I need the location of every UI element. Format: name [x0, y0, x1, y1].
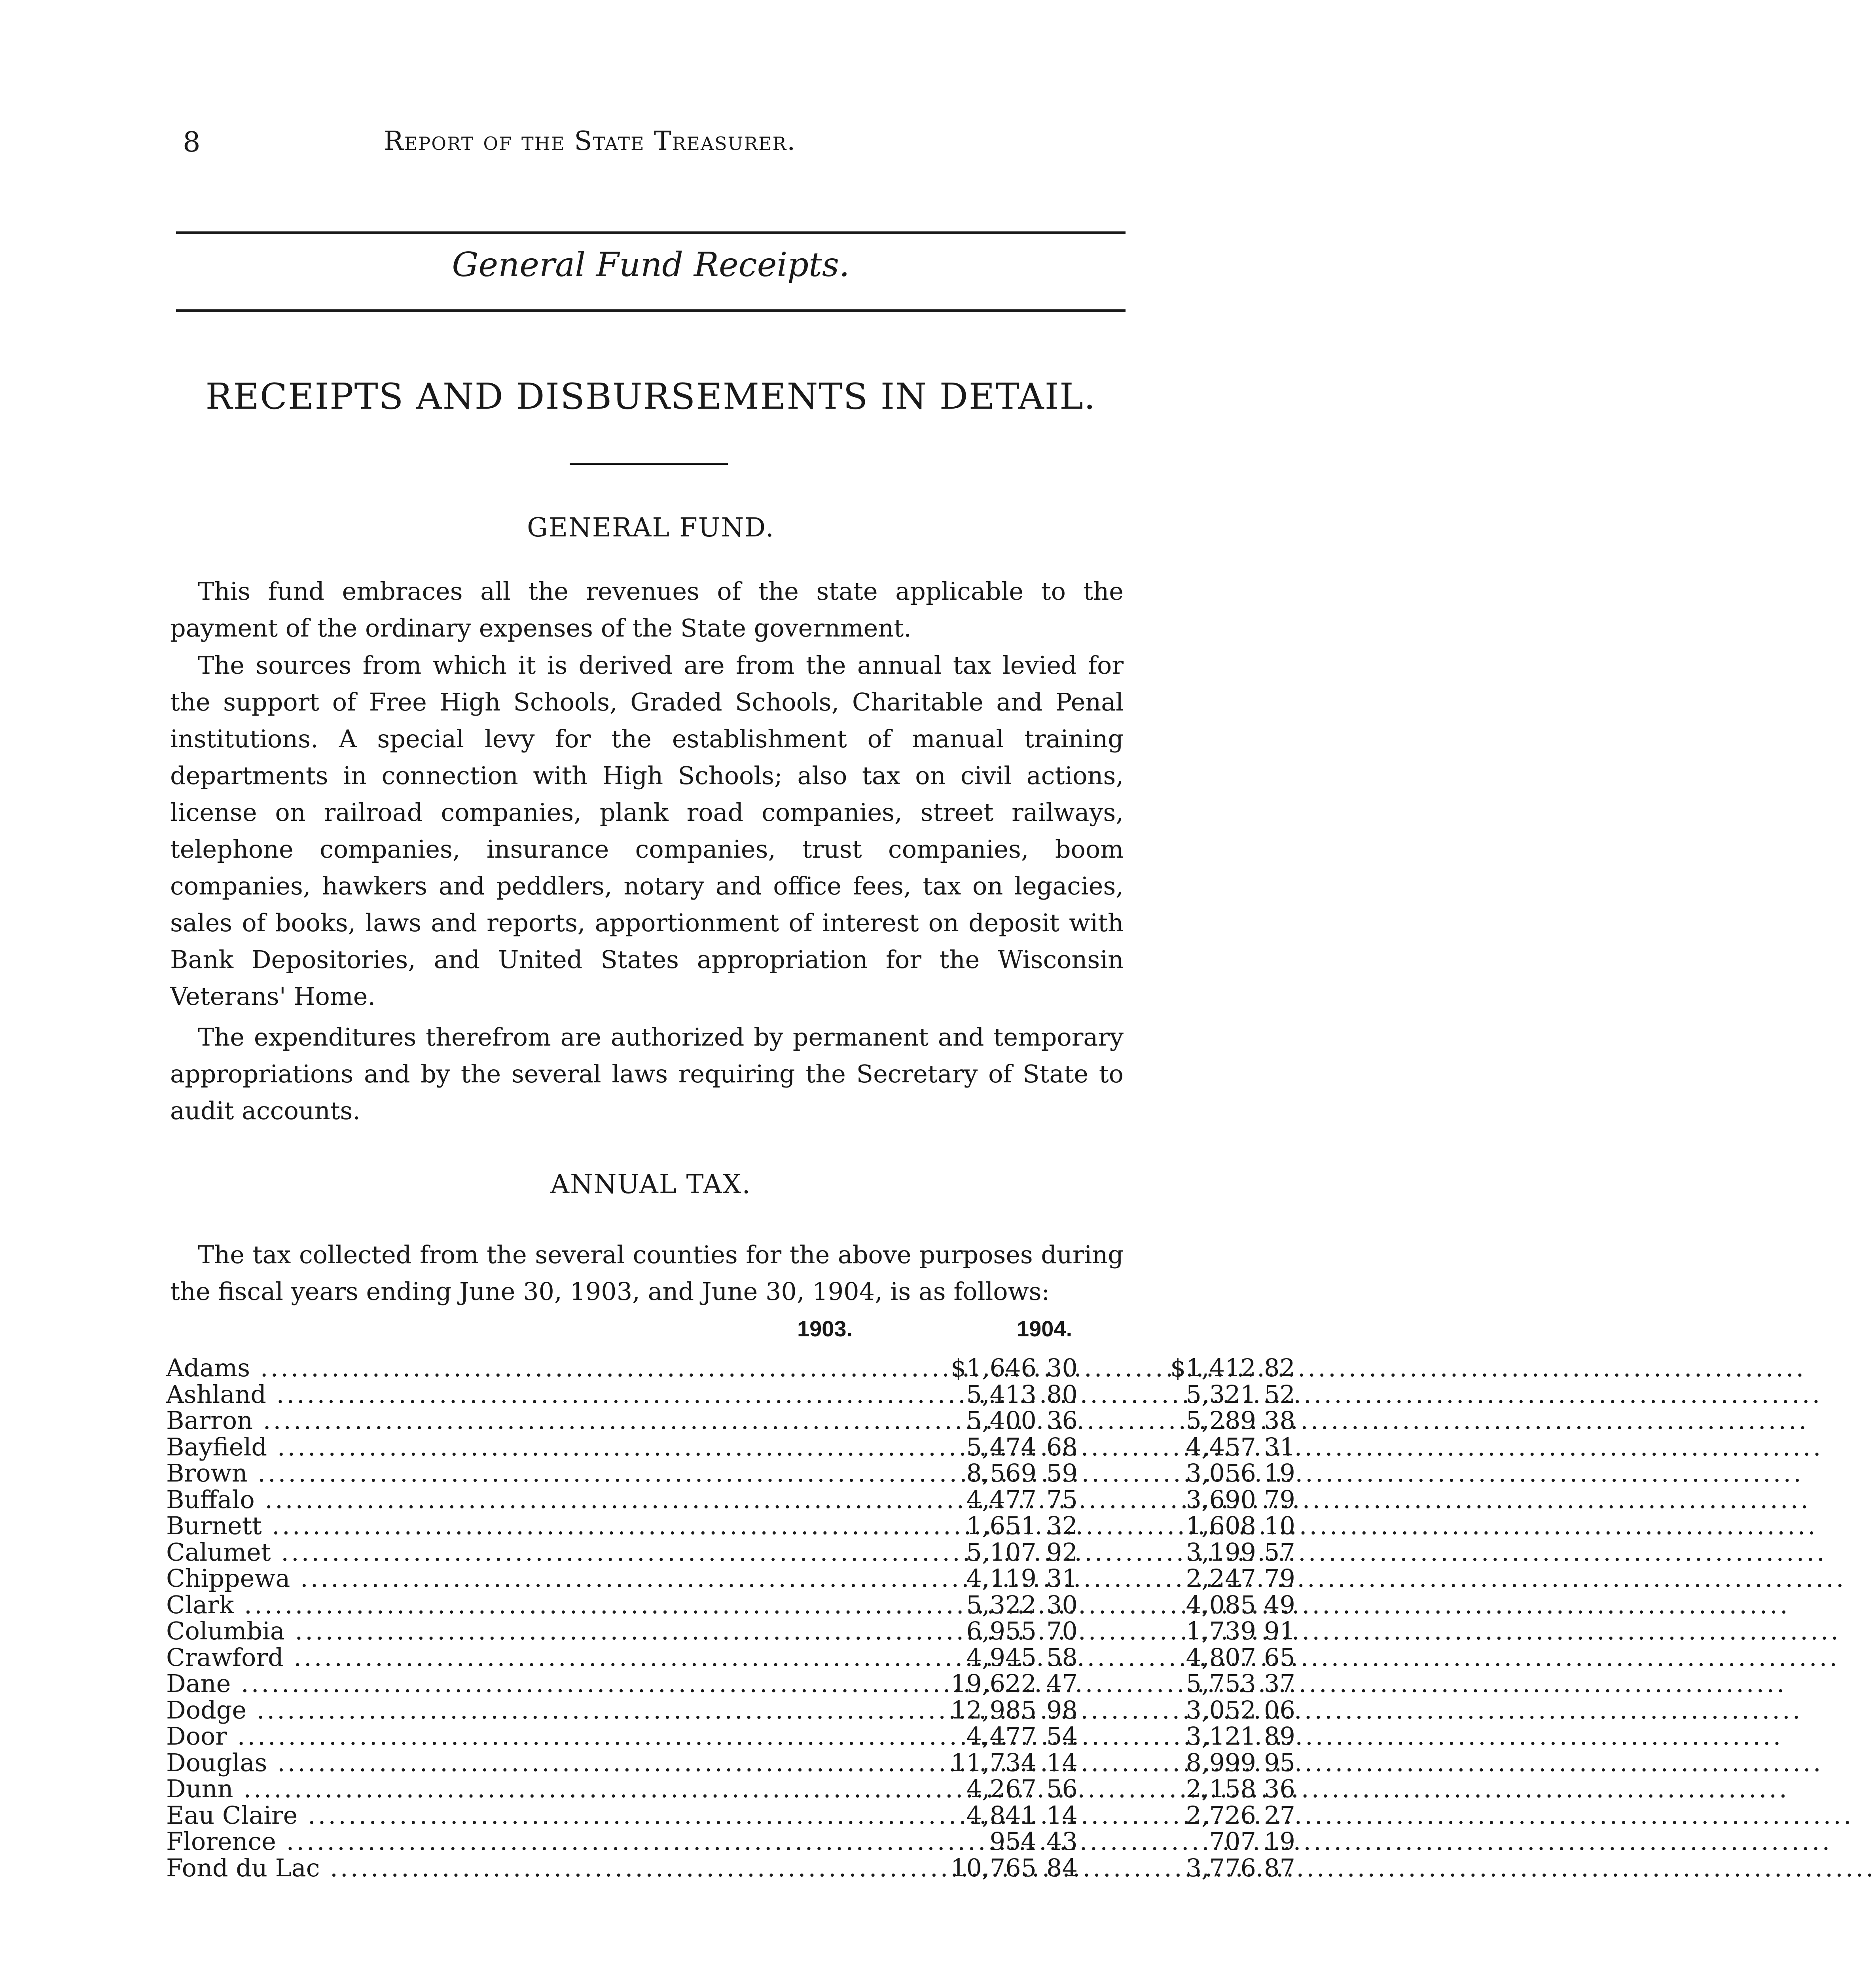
amount-1903-dollars: 1,651 — [966, 1511, 1037, 1540]
amount-1903-cents: 68 — [1046, 1432, 1078, 1461]
amount-1903-dollars: 5,474 — [966, 1432, 1037, 1461]
amount-1903-dollars: 10,765 — [951, 1853, 1037, 1882]
amount-1903-cents: 36 — [1046, 1406, 1078, 1435]
amount-1904-cents: 79 — [1264, 1564, 1295, 1593]
amount-1904-cents: 65 — [1264, 1643, 1295, 1672]
amount-1904-cents: 57 — [1264, 1537, 1295, 1567]
county-name: Chippewa ..... — [166, 1565, 712, 1592]
county-name: Adams ..... — [166, 1355, 712, 1381]
amount-1904-dollars: 2,726 — [1186, 1800, 1256, 1830]
county-name: Columbia ..... — [166, 1618, 712, 1645]
column-header-1904: 1904. — [1017, 1316, 1073, 1341]
amount-1903-dollars: 4,477 — [966, 1722, 1037, 1751]
amount-1904-dollars: 8,999 — [1186, 1748, 1256, 1777]
amount-1903-dollars: 11,734 — [951, 1748, 1037, 1777]
table-row — [166, 1406, 1295, 1435]
amount-1904-dollars: 5,289 — [1186, 1406, 1256, 1435]
table-row — [166, 1564, 1295, 1593]
tax-table — [166, 1353, 1295, 1882]
county-name: Dodge ..... — [166, 1697, 712, 1724]
amount-1903-cents: 47 — [1046, 1669, 1078, 1698]
amount-1904-dollars: 3,052 — [1186, 1695, 1256, 1724]
amount-1904-cents: 27 — [1264, 1800, 1295, 1830]
county-name: Bayfield ..... — [166, 1434, 712, 1461]
table-row — [166, 1748, 1295, 1777]
table-row — [166, 1800, 1295, 1830]
county-name: Dunn ..... — [166, 1776, 712, 1802]
amount-1904-dollars: $1,412 — [1170, 1353, 1256, 1382]
amount-1904-dollars: 4,085 — [1186, 1590, 1256, 1619]
table-row — [166, 1722, 1295, 1751]
amount-1904-cents: 06 — [1264, 1695, 1295, 1724]
amount-1904-dollars: 2,247 — [1186, 1564, 1256, 1593]
amount-1904-dollars: 3,199 — [1186, 1537, 1256, 1567]
county-name: Clark ..... — [166, 1592, 712, 1618]
amount-1903-dollars: 19,622 — [951, 1669, 1037, 1698]
amount-1903-dollars: 4,267 — [966, 1774, 1037, 1803]
amount-1903-cents: 56 — [1046, 1774, 1078, 1803]
amount-1903-cents: 58 — [1046, 1643, 1078, 1672]
amount-1904-dollars: 2,158 — [1186, 1774, 1256, 1803]
amount-1903-cents: 59 — [1046, 1459, 1078, 1487]
amount-1903-dollars: 12,985 — [951, 1695, 1037, 1724]
bottom-rule — [176, 309, 1126, 312]
amount-1904-dollars: 1,608 — [1186, 1511, 1256, 1540]
amount-1904-cents: 37 — [1264, 1669, 1295, 1698]
amount-1903-dollars: 4,477 — [966, 1485, 1037, 1514]
table-row — [166, 1590, 1295, 1619]
running-title: Report of the State Treasurer. — [384, 126, 796, 156]
table-row — [166, 1485, 1295, 1514]
amount-1903-cents: 98 — [1046, 1695, 1078, 1724]
table-row — [166, 1353, 1295, 1382]
table-row — [166, 1616, 1295, 1645]
amount-1903-cents: 75 — [1046, 1485, 1078, 1514]
amount-1904-cents: 38 — [1264, 1406, 1295, 1435]
table-row — [166, 1669, 1295, 1698]
amount-1904-dollars: 3,690 — [1186, 1485, 1256, 1514]
amount-1904-cents: 19 — [1264, 1459, 1295, 1487]
amount-1903-dollars: 5,107 — [966, 1537, 1037, 1567]
page-number: 8 — [183, 126, 201, 158]
top-rule — [176, 231, 1126, 234]
amount-1904-dollars: 1,739 — [1186, 1616, 1256, 1645]
paragraph: This fund embraces all the revenues of the state applicable to the payment of the ordinary expenses of the State government. — [170, 577, 1124, 642]
table-row — [166, 1379, 1295, 1409]
paragraph: The sources from which it is derived are from the annual tax levied for the support of Free High Schools, Graded Schools, Charitable and Penal institutions. A special levy for the establishment of manual training departments in connection with High Schools; also tax on civil actions, license on railroad companies, plank road companies, street railways, telephone companies, insurance companies, trust companies, boom companies, hawkers and peddlers, notary and office fees, tax on legacies, sales of books, laws and reports, apportionment of interest on deposit with Bank Depositories, and United States appropriation for the Wisconsin Veterans' Home. — [170, 651, 1124, 1011]
amount-1904-dollars: 5,753 — [1186, 1669, 1256, 1698]
page-title: RECEIPTS AND DISBURSEMENTS IN DETAIL. — [205, 376, 1096, 417]
amount-1903-dollars: 8,569 — [966, 1459, 1037, 1487]
amount-1904-cents: 36 — [1264, 1774, 1295, 1803]
amount-1904-dollars: 4,457 — [1186, 1432, 1256, 1461]
county-name: Crawford ..... — [166, 1645, 712, 1671]
amount-1903-dollars: 5,413 — [966, 1379, 1037, 1409]
table-row — [166, 1774, 1295, 1803]
amount-1903-cents: 43 — [1046, 1827, 1078, 1856]
amount-1904-dollars: 3,776 — [1186, 1853, 1256, 1882]
county-name: Door ..... — [166, 1723, 712, 1750]
county-name: Barron ..... — [166, 1408, 712, 1434]
table-row — [166, 1511, 1295, 1540]
amount-1904-dollars: 4,807 — [1186, 1643, 1256, 1672]
amount-1903-cents: 84 — [1046, 1853, 1078, 1882]
general-fund-heading: GENERAL FUND. — [527, 512, 775, 543]
amount-1903-cents: 31 — [1046, 1564, 1078, 1593]
amount-1904-cents: 19 — [1264, 1827, 1295, 1856]
amount-1904-cents: 10 — [1264, 1511, 1295, 1540]
amount-1903-cents: 92 — [1046, 1537, 1078, 1567]
section-heading: General Fund Receipts. — [452, 245, 850, 284]
county-name: Dane ..... — [166, 1671, 712, 1697]
amount-1903-dollars: 4,945 — [966, 1643, 1037, 1672]
divider — [570, 463, 728, 465]
county-name: Burnett ..... — [166, 1513, 712, 1539]
amount-1903-dollars: 6,955 — [966, 1616, 1037, 1645]
table-row — [166, 1853, 1295, 1882]
county-name: Eau Claire ..... — [166, 1802, 712, 1829]
amount-1903-cents: 54 — [1046, 1722, 1078, 1751]
county-name: Fond du Lac ..... — [166, 1855, 712, 1881]
amount-1903-dollars: 4,119 — [966, 1564, 1037, 1593]
amount-1903-dollars: $1,646 — [951, 1353, 1037, 1382]
amount-1904-cents: 91 — [1264, 1616, 1295, 1645]
amount-1904-cents: 31 — [1264, 1432, 1295, 1461]
amount-1904-cents: 87 — [1264, 1853, 1295, 1882]
amount-1903-dollars: 4,841 — [966, 1800, 1037, 1830]
amount-1903-cents: 30 — [1046, 1353, 1078, 1382]
amount-1904-dollars: 3,056 — [1186, 1459, 1256, 1487]
paragraph: The expenditures therefrom are authorized by permanent and temporary appropriations and by the several laws requiring the Secretary of State to audit accounts. — [170, 1023, 1124, 1125]
amount-1904-cents: 95 — [1264, 1748, 1295, 1777]
table-row — [166, 1643, 1295, 1672]
amount-1904-cents: 79 — [1264, 1485, 1295, 1514]
county-name: Douglas ..... — [166, 1750, 712, 1776]
county-name: Calumet ..... — [166, 1539, 712, 1566]
amount-1903-dollars: 5,400 — [966, 1406, 1037, 1435]
table-row — [166, 1459, 1295, 1487]
county-name: Brown ..... — [166, 1460, 712, 1487]
county-name: Buffalo ..... — [166, 1487, 712, 1513]
amount-1904-dollars: 707 — [1209, 1827, 1256, 1856]
amount-1904-cents: 49 — [1264, 1590, 1295, 1619]
amount-1903-cents: 14 — [1046, 1800, 1078, 1830]
column-header-1903: 1903. — [797, 1316, 853, 1341]
table-row — [166, 1695, 1295, 1724]
county-name: Florence ..... — [166, 1828, 712, 1855]
amount-1903-cents: 30 — [1046, 1590, 1078, 1619]
table-row — [166, 1537, 1295, 1567]
amount-1904-cents: 89 — [1264, 1722, 1295, 1751]
annual-tax-intro: The tax collected from the several counties for the above purposes during the fiscal years ending June 30, 1903, and June 30, 1904, is as follows: — [170, 1240, 1124, 1306]
county-name: Ashland ..... — [166, 1381, 712, 1408]
amount-1903-cents: 32 — [1046, 1511, 1078, 1540]
amount-1904-cents: 52 — [1264, 1379, 1295, 1409]
amount-1904-cents: 82 — [1264, 1353, 1295, 1382]
amount-1903-cents: 14 — [1046, 1748, 1078, 1777]
table-row — [166, 1432, 1295, 1461]
amount-1903-dollars: 954 — [989, 1827, 1037, 1856]
amount-1904-dollars: 5,321 — [1186, 1379, 1256, 1409]
amount-1903-dollars: 5,322 — [966, 1590, 1037, 1619]
annual-tax-heading: ANNUAL TAX. — [550, 1169, 751, 1199]
amount-1903-cents: 80 — [1046, 1379, 1078, 1409]
table-row — [166, 1827, 1295, 1856]
amount-1903-cents: 70 — [1046, 1616, 1078, 1645]
amount-1904-dollars: 3,121 — [1186, 1722, 1256, 1751]
